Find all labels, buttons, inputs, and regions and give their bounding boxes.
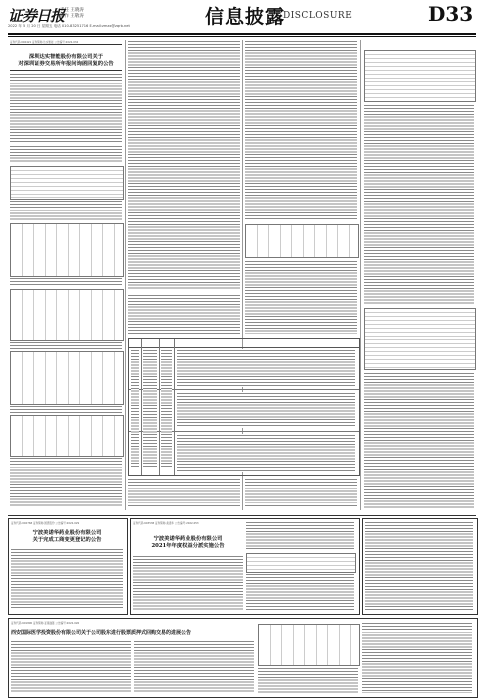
article-body-text bbox=[10, 457, 122, 507]
article-headline: 宁波美诺华药业股份有限公司 bbox=[153, 536, 223, 542]
editor-credits bbox=[60, 8, 84, 20]
newspaper-logo: 证券日报 bbox=[8, 7, 65, 25]
divider bbox=[10, 44, 122, 45]
section-title-english: DISCLOSURE bbox=[283, 11, 353, 21]
article-body-text bbox=[258, 667, 358, 693]
stock-code-line: 证券代码:603538 证券简称:美诺华 公告编号:2022-053 bbox=[133, 522, 199, 525]
article-body-text bbox=[364, 372, 474, 508]
article-headline: 宁波美诺华药业股份有限公司 bbox=[32, 530, 102, 536]
article-body-text bbox=[10, 145, 122, 163]
article-body-text bbox=[128, 294, 240, 334]
table-column-line bbox=[141, 339, 142, 475]
article-body-text bbox=[10, 277, 122, 287]
header-rule bbox=[8, 33, 476, 35]
stock-code-line: 证券代码:601890 证券简称:亚星锚链 公告编号:2022-026 bbox=[11, 622, 80, 625]
stock-code-line: 证券代码:002768 证券简称:国恩股份 公告编号:2022-029 bbox=[11, 522, 80, 525]
article-headline: 2021年年度权益分派实施公告 bbox=[151, 543, 225, 549]
data-table bbox=[10, 351, 124, 405]
editor-line: 责任 王晓涛 bbox=[60, 8, 84, 13]
data-table bbox=[245, 224, 359, 258]
page-number: D33 bbox=[428, 2, 474, 26]
article-body-text bbox=[10, 405, 122, 413]
table-cell-text bbox=[143, 349, 157, 469]
section-rule bbox=[8, 515, 476, 516]
article-body-text bbox=[128, 478, 240, 508]
article-body-text bbox=[10, 341, 122, 349]
article-body-text bbox=[245, 260, 357, 334]
divider bbox=[10, 70, 122, 71]
article-body-text bbox=[246, 573, 354, 610]
article-body-text bbox=[128, 40, 240, 290]
article-headline: 西安国际医学投资股份有限公司关于公司股东进行股票质押式回购交易的进展公告 bbox=[11, 630, 192, 636]
section-title-chinese: 信息披露 bbox=[205, 6, 286, 28]
article-body-text bbox=[10, 73, 122, 143]
table-cell-text bbox=[131, 349, 139, 469]
header-rule-thin bbox=[8, 36, 476, 37]
data-table bbox=[10, 415, 124, 457]
column-divider bbox=[360, 40, 361, 510]
article-body-text bbox=[245, 478, 357, 508]
article-body-text bbox=[362, 622, 472, 693]
article-headline: 关于完成工商变更登记的公告 bbox=[32, 537, 102, 543]
dateline: 2022 年 5 月 20 日 星期五 电话 010-83251716 E-mail:zmzx@zqrb.net bbox=[8, 24, 130, 28]
table-header-row bbox=[129, 339, 359, 348]
article-body-text bbox=[11, 640, 131, 693]
article-body-text bbox=[134, 640, 254, 693]
article-body-text bbox=[10, 200, 122, 220]
article-body-text bbox=[246, 521, 354, 551]
data-table bbox=[10, 223, 124, 277]
article-body-text bbox=[245, 40, 357, 220]
article-body-text bbox=[11, 548, 123, 610]
table-cell-text bbox=[177, 434, 355, 472]
table-caption bbox=[364, 40, 365, 43]
stock-code-line: 证券代码:002421 证券简称:达实智能 公告编号:2022-034 bbox=[10, 41, 79, 44]
large-disclosure-table bbox=[128, 338, 360, 476]
article-headline: 深圳达实智能股份有限公司关于 bbox=[28, 54, 104, 60]
data-table bbox=[364, 50, 476, 102]
column-divider bbox=[125, 40, 126, 510]
data-table bbox=[246, 553, 356, 573]
data-table bbox=[364, 308, 476, 370]
table-column-line bbox=[159, 339, 160, 475]
data-table bbox=[10, 166, 124, 200]
table-cell-text bbox=[177, 349, 355, 387]
article-headline: 对深圳证券交易所年报问询函回复的公告 bbox=[18, 61, 114, 67]
data-table bbox=[10, 289, 124, 341]
table-cell-text bbox=[161, 349, 172, 469]
designer-line: 制作 王敬涛 bbox=[60, 14, 84, 19]
article-body-text bbox=[364, 104, 474, 304]
table-column-line bbox=[174, 339, 175, 475]
table-cell-text bbox=[177, 392, 355, 428]
article-body-text bbox=[133, 555, 243, 610]
data-table bbox=[258, 624, 360, 666]
article-body-text bbox=[365, 521, 473, 610]
